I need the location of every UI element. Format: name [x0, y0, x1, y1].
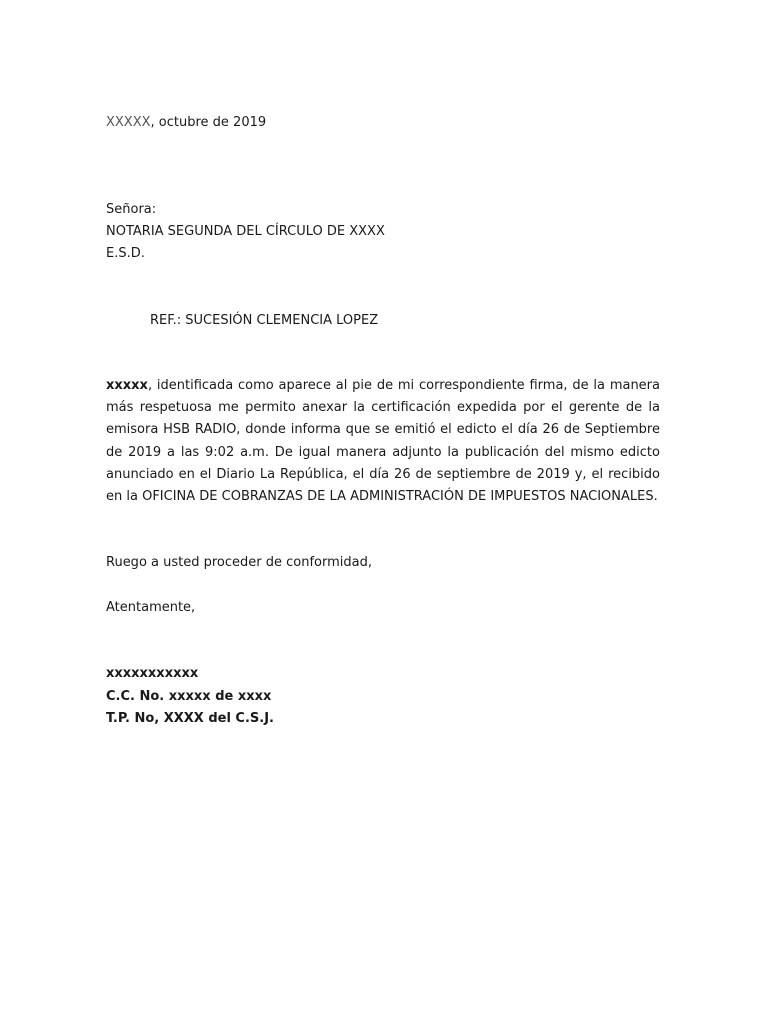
sender-placeholder: xxxxx [106, 378, 148, 393]
body-text: , identificada como aparece al pie de mi correspondiente firma, de la manera más respetuosa me permito anexar la certificación expedida por el gerente de la emisora HSB RADIO, donde informa que se emitió el edicto el día 26 de Septiembre de 2019 a las 9:02 a.m. De igual manera adjunto la publicación del mismo edicto anunciado en el Diario La República, el día 26 de septiembre de 2019 y, el recibido en la OFICINA DE COBRANZAS DE LA ADMINISTRACIÓN DE IMPUESTOS NACIONALES. [106, 378, 660, 505]
date-text: , octubre de 2019 [150, 115, 267, 130]
signer-license-line: T.P. No, XXXX del C.S.J. [106, 711, 274, 726]
signer-id-line: C.C. No. xxxxx de xxxx [106, 689, 272, 704]
place-date-line [106, 112, 266, 134]
reference-line: REF.: SUCESIÓN CLEMENCIA LOPEZ [150, 313, 379, 328]
recipient-name: NOTARIA SEGUNDA DEL CÍRCULO DE XXXX [106, 224, 385, 239]
request-line: Ruego a usted proceder de conformidad, [106, 555, 372, 570]
signer-name: xxxxxxxxxxx [106, 666, 199, 681]
esd-line: E.S.D. [106, 246, 145, 261]
body-paragraph [106, 375, 660, 508]
place-placeholder: XXXXX [106, 115, 151, 130]
salutation: Señora: [106, 202, 157, 217]
closing-line: Atentamente, [106, 600, 196, 615]
